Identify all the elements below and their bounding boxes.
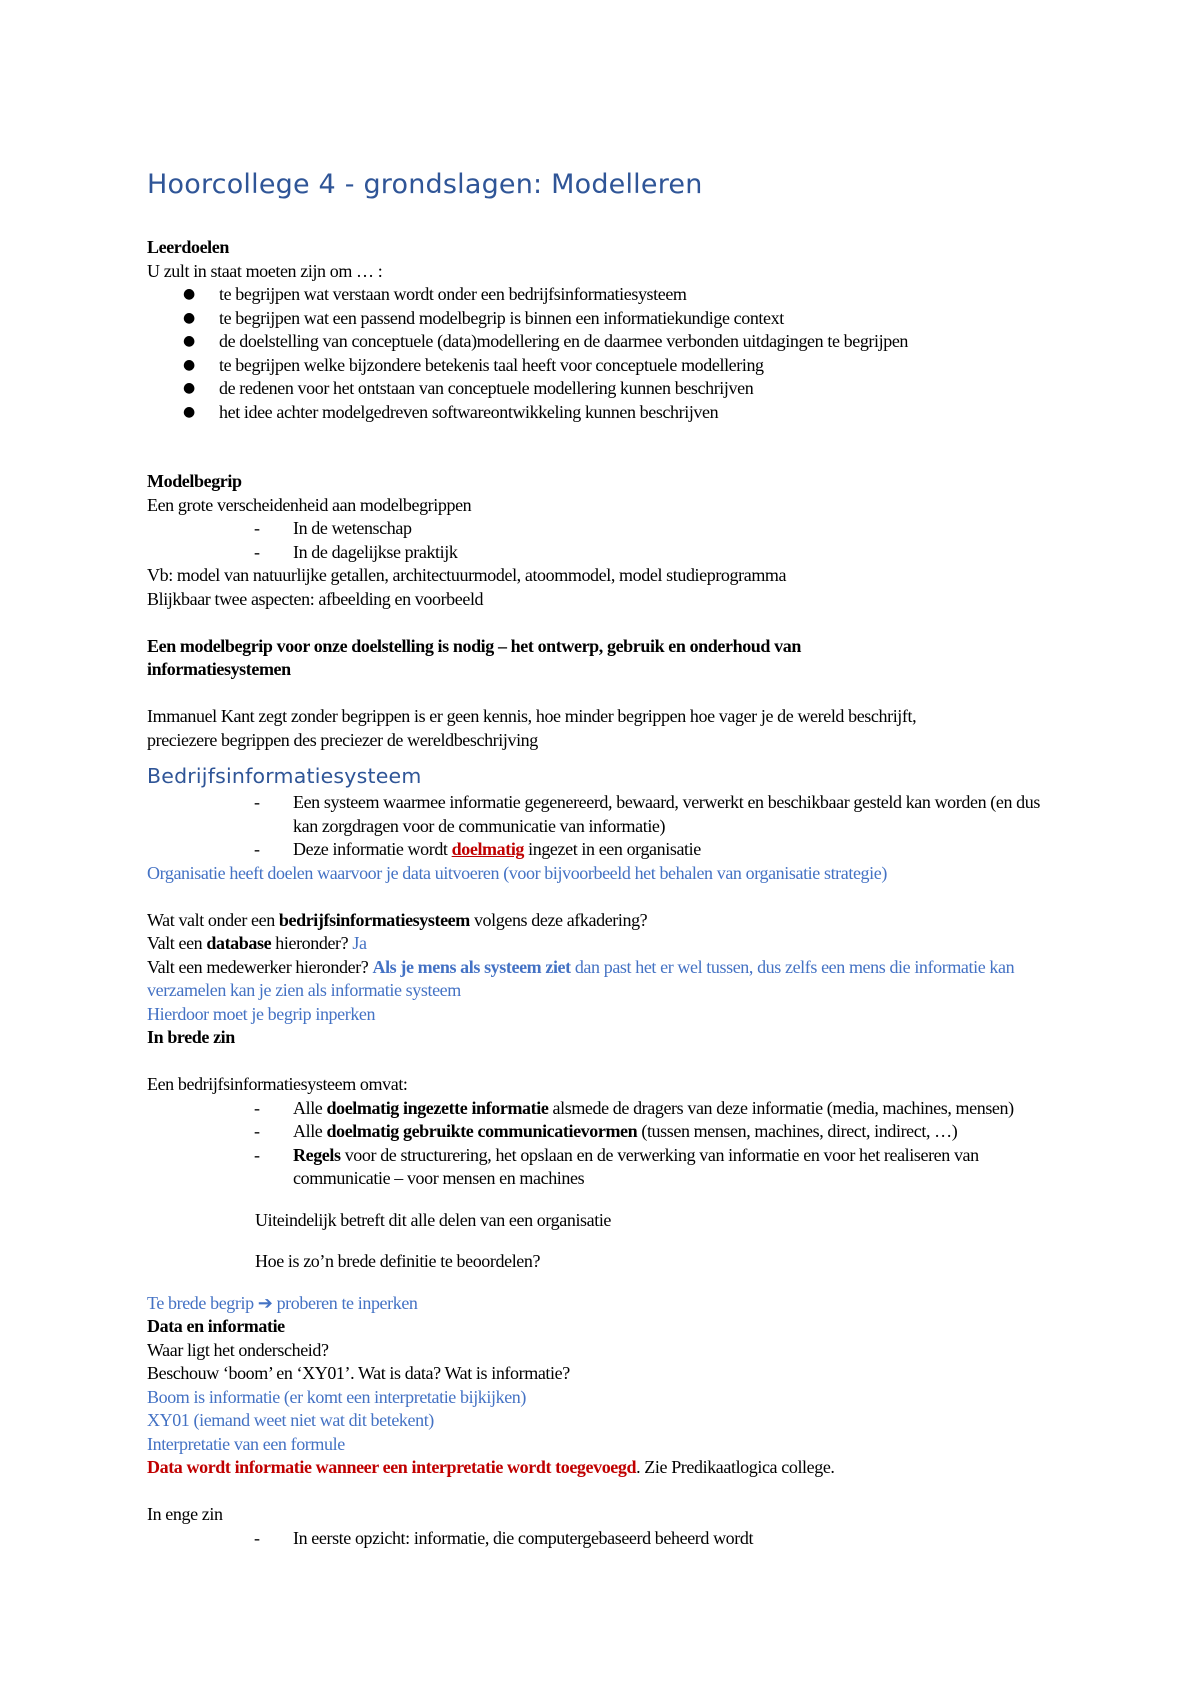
list-item: ● de redenen voor het ontstaan van conceptuele modellering kunnen beschrijven	[147, 377, 1067, 401]
list-item: ● te begrijpen wat een passend modelbegrip is binnen een informatiekundige context	[147, 307, 1067, 331]
spacer	[147, 885, 1067, 909]
brede-intro: Een bedrijfsinformatiesysteem omvat:	[147, 1074, 408, 1094]
list-item: ● de doelstelling van conceptuele (data)modellering en de daarmee verbonden uitdagingen te begrijpen	[147, 330, 1067, 354]
bis-inperken: Hierdoor moet je begrip inperken	[147, 1003, 376, 1024]
list-item: ● te begrijpen welke bijzondere betekenis taal heeft voor conceptuele modellering	[147, 354, 1067, 378]
leerdoelen-list	[147, 283, 1067, 424]
kant-quote: Immanuel Kant zegt zonder begrippen is er geen kennis, hoe minder begrippen hoe vager je de wereld beschrijft, preciezere begrippen des preciezer de wereldbeschrijving	[147, 706, 917, 750]
enge-list	[147, 1527, 1067, 1551]
list-item: - In de wetenschap	[254, 518, 412, 538]
list-item: ● te begrijpen wat verstaan wordt onder een bedrijfsinformatiesysteem	[147, 283, 1067, 307]
doelmatig-emphasis: doelmatig	[451, 839, 525, 859]
bis-question-3: Valt een medewerker hieronder? Als je mens als systeem ziet dan past het er wel tussen, dus zelfs een mens die informatie kan verzamelen kan je zien als informatie systeem	[147, 956, 1015, 1000]
modelbegrip-aspects: Blijkbaar twee aspecten: afbeelding en voorbeeld	[147, 588, 484, 609]
enge-heading: In enge zin	[147, 1504, 223, 1524]
spacer	[147, 682, 1067, 706]
modelbegrip-intro: Een grote verscheidenheid aan modelbegrippen	[147, 494, 472, 515]
modelbegrip-examples: Vb: model van natuurlijke getallen, architectuurmodel, atoommodel, model studieprogramma	[147, 565, 787, 585]
spacer	[147, 1480, 1067, 1504]
data-question-1: Waar ligt het onderscheid?	[147, 1339, 329, 1360]
spacer	[147, 424, 1067, 470]
list-item: - Alle doelmatig gebruikte communicatievormen (tussen mensen, machines, direct, indirect, …)	[254, 1121, 958, 1141]
bullet-icon: ●	[183, 380, 195, 396]
bullet-icon: ●	[183, 309, 195, 326]
modelbegrip-statement: Een modelbegrip voor onze doelstelling is nodig – het ontwerp, gebruik en onderhoud van informatiesystemen	[147, 635, 801, 679]
list-item: - In de dagelijkse praktijk	[254, 541, 458, 562]
brede-list	[147, 1097, 1067, 1191]
list-item: - Deze informatie wordt doelmatig ingezet in een organisatie	[254, 839, 701, 859]
list-item: - Een systeem waarmee informatie gegenereerd, bewaard, verwerkt en beschikbaar gesteld kan worden (en dus kan zorgdragen voor de communicatie van informatie)	[254, 792, 1040, 836]
leerdoelen-heading: Leerdoelen	[147, 237, 229, 257]
section-heading-bis: Bedrijfsinformatiesysteem	[147, 764, 422, 788]
data-question-2: Beschouw ‘boom’ en ‘XY01’. Wat is data? Wat is informatie?	[147, 1363, 570, 1383]
spacer	[147, 611, 1067, 635]
spacer	[147, 1050, 1067, 1074]
spacer	[147, 752, 1067, 761]
bullet-icon: ●	[183, 356, 195, 373]
brede-heading: In brede zin	[147, 1027, 235, 1047]
page-title: Hoorcollege 4 - grondslagen: Modelleren	[147, 169, 703, 200]
list-item: - Alle doelmatig ingezette informatie alsmede de dragers van deze informatie (media, machines, mensen)	[254, 1097, 1014, 1118]
bis-note: Organisatie heeft doelen waarvoor je data uitvoeren (voor bijvoorbeeld het behalen van organisatie strategie)	[147, 862, 887, 883]
bis-question-2: Valt een database hieronder? Ja	[147, 933, 367, 953]
brede-line-1: Uiteindelijk betreft dit alle delen van een organisatie	[255, 1209, 612, 1230]
modelbegrip-list	[147, 517, 1067, 564]
list-item: - In eerste opzicht: informatie, die computergebaseerd beheerd wordt	[254, 1527, 754, 1548]
modelbegrip-heading: Modelbegrip	[147, 471, 242, 491]
data-answer-3: Interpretatie van een formule	[147, 1433, 345, 1454]
bullet-icon: ●	[183, 333, 195, 349]
brede-note: Te brede begrip ➔ proberen te inperken	[147, 1292, 418, 1313]
document-body	[147, 168, 1067, 1550]
arrow-right-icon: ➔	[257, 1292, 273, 1313]
leerdoelen-intro: U zult in staat moeten zijn om … :	[147, 260, 383, 281]
brede-line-2: Hoe is zo’n brede definitie te beoordelen?	[255, 1251, 541, 1271]
data-conclusion: Data wordt informatie wanneer een interpretatie wordt toegevoegd. Zie Predikaatlogica college.	[147, 1457, 835, 1477]
data-answer-1: Boom is informatie (er komt een interpretatie bijkijken)	[147, 1386, 526, 1407]
list-item: ● het idee achter modelgedreven softwareontwikkeling kunnen beschrijven	[147, 401, 1067, 425]
data-answer-2: XY01 (iemand weet niet wat dit betekent)	[147, 1410, 434, 1430]
data-heading: Data en informatie	[147, 1316, 285, 1336]
bullet-icon: ●	[183, 403, 195, 420]
bullet-icon: ●	[183, 286, 195, 302]
list-item: - Regels voor de structurering, het opslaan en de verwerking van informatie en voor het realiseren van communicatie – voor mensen en machines	[254, 1144, 979, 1188]
bis-list	[147, 791, 1067, 862]
bis-question-1: Wat valt onder een bedrijfsinformatiesysteem volgens deze afkadering?	[147, 909, 648, 930]
